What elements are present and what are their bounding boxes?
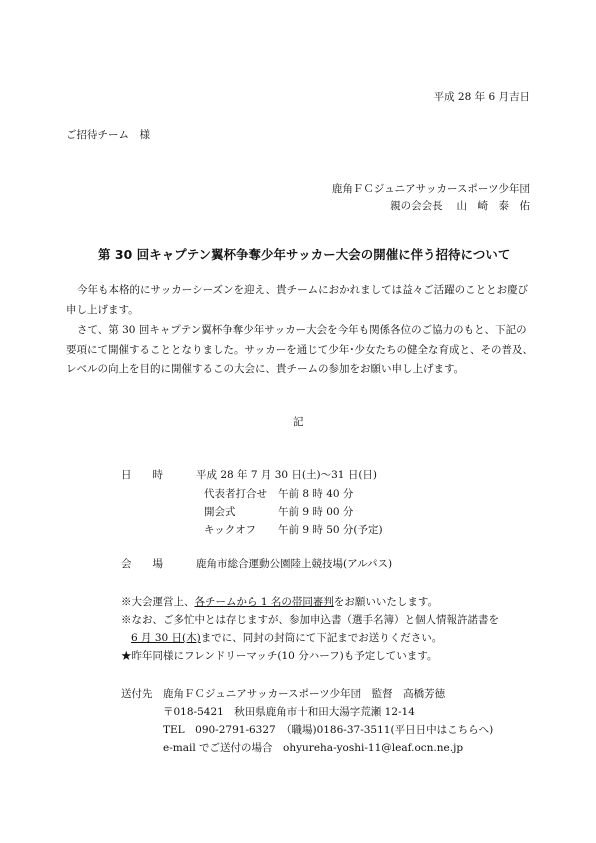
- letter-date: 平成 28 年 6 月吉日: [433, 91, 530, 103]
- note-deadline-date: 6 月 30 日(木): [131, 632, 201, 644]
- contact-line-phone: TEL 090-2791-6327 （職場)0186-37-3511(平日日中はこちらへ): [163, 724, 494, 736]
- note-referee-suffix: をお願いいたします。: [333, 596, 439, 608]
- schedule-item-time: 午前 9 時 00 分: [278, 506, 354, 518]
- schedule-label: 日 時: [121, 469, 163, 481]
- body-paragraph-1-line-2: 申し上げます。: [66, 304, 139, 316]
- contact-line-organization: 鹿角ＦＣジュニアサッカースポーツ少年団 監督 高橋芳徳: [163, 688, 446, 700]
- note-referee: [121, 594, 438, 609]
- body-paragraph-2-line-3: レベルの向上を目的に開催するこの大会に、貴チームの参加をお願い申し上げます。: [66, 363, 465, 375]
- contact-line-address: 〒018-5421 秋田県鹿角市十和田大湯字荒瀬 12-14: [163, 706, 415, 718]
- venue-label: 会 場: [121, 558, 163, 570]
- contact-line-email: e-mail でご送付の場合 ohyureha-yoshi-11@leaf.ocn.ne.jp: [163, 742, 464, 754]
- body-paragraph-2-line-1: さて、第 30 回キャプテン翼杯争奪少年サッカー大会を今年も関係各位のご協力のもと、下記の: [77, 324, 527, 336]
- ki-heading: 記: [293, 416, 304, 428]
- body-paragraph-1-line-1: 今年も本格的にサッカーシーズンを迎え、貴チームにおかれましては益々ご活躍のこととお慶び: [77, 284, 529, 296]
- body-paragraph-2-line-2: 要項にて開催することとなりました。サッカーを通じて少年･少女たちの健全な育成と、その普及、: [66, 344, 534, 356]
- contact-label: 送付先: [121, 688, 153, 700]
- schedule-item-name: キックオフ: [204, 524, 256, 536]
- schedule-item-name: 開会式: [204, 506, 236, 518]
- schedule-item-name: 代表者打合せ: [204, 488, 267, 500]
- document-title: 第 30 回キャプテン翼杯争奪少年サッカー大会の開催に伴う招待について: [98, 247, 511, 262]
- note-deadline-text: までに、同封の封筒にて下記までお送りください。: [200, 632, 443, 644]
- note-friendly-match: ★昨年同様にフレンドリーマッチ(10 分ハーフ)も予定しています。: [121, 650, 438, 662]
- note-documents: ※なお、ご多忙中とは存じますが、参加申込書（選手名簿）と個人情報許諾書を: [121, 614, 499, 626]
- sender-name: 親の会会長 山 崎 泰 佑: [390, 200, 530, 212]
- venue-value: 鹿角市総合運動公園陸上競技場(アルパス): [196, 558, 393, 570]
- schedule-item-time: 午前 8 時 40 分: [278, 488, 354, 500]
- schedule-value: 平成 28 年 7 月 30 日(土)～31 日(日): [196, 469, 378, 481]
- note-deadline: [131, 630, 442, 645]
- sender-organization: 鹿角ＦＣジュニアサッカースポーツ少年団: [331, 183, 530, 195]
- schedule-item-time: 午前 9 時 50 分(予定): [278, 524, 383, 536]
- note-referee-prefix: ※大会運営上、: [121, 596, 195, 608]
- note-referee-underlined: 各チームから 1 名の帯同審判: [194, 596, 334, 608]
- addressee: ご招待チーム 様: [66, 129, 150, 141]
